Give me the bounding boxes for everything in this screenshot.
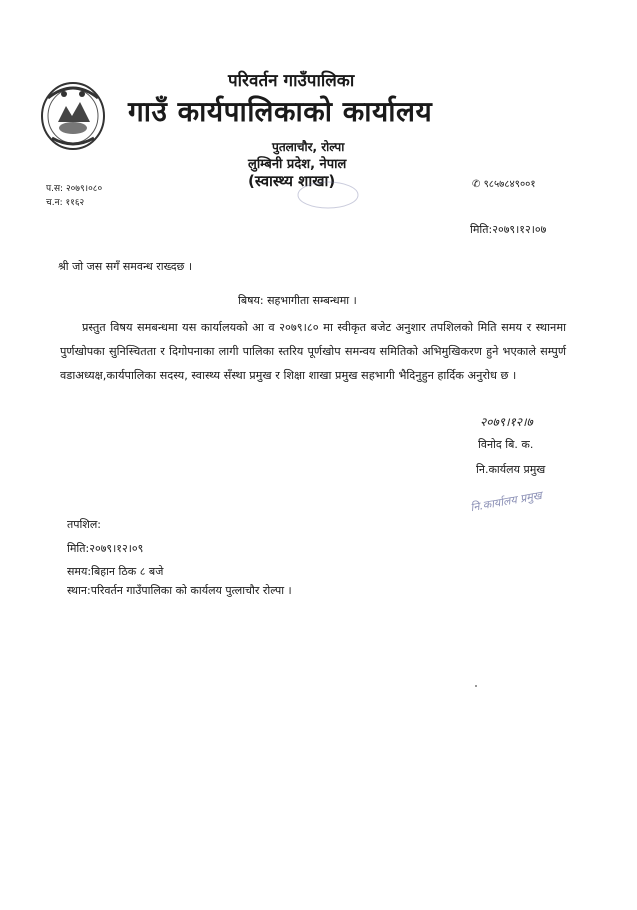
subject-line: बिषय: सहभागीता सम्बन्धमा । <box>238 294 357 307</box>
office-stamp-icon <box>296 180 360 210</box>
nepal-emblem-icon <box>38 76 108 152</box>
address-line-2: लुम्बिनी प्रदेश, नेपाल <box>248 157 347 172</box>
municipality-name: परिवर्तन गाउँपालिका <box>228 71 355 91</box>
details-time: समय:बिहान ठिक ८ बजे <box>67 565 164 578</box>
details-heading: तपशिल: <box>67 518 102 531</box>
phone-number: ✆ ९८५७८४९००१ <box>472 179 536 190</box>
salutation: श्री जो जस सगँ समवन्ध राख्दछ । <box>58 260 192 273</box>
signer-title: नि.कार्यलय प्रमुख <box>476 463 546 476</box>
phone-icon: ✆ <box>472 179 484 190</box>
letter-body: प्रस्तुत विषय समबन्धमा यस कार्यालयको आ व २०७९।८० मा स्वीकृत बजेट अनुशार तपशिलको मिति समय र स्थानमा पुर्णखोपका सुनिस्चितता र दिगोपनाका लागी पालिका स्तरिय पूर्णखोप समन्वय समितिको अभिमुखिकरण हुने भएकाले सम्पुर्ण वडाअध्यक्ष,कार्यपालिका सदस्य, स्वास्थ्य सँस्था प्रमुख र शिक्षा शाखा प्रमुख सहभागी भैदिनुहुन हार्दिक अनुरोध छ । <box>60 321 566 382</box>
office-title: गाउँ कार्यपालिकाको कार्यालय <box>128 95 433 128</box>
patra-number: प.स: २०७९।०८० <box>46 184 103 194</box>
signature: २०७९।१२।७ <box>480 415 533 429</box>
branch-label: (स्वास्थ्य शाखा) <box>248 172 336 190</box>
address-line-1: पुतलाचौर, रोल्पा <box>272 140 345 154</box>
chalani-number: च.न: ११६२ <box>46 198 85 208</box>
details-place: स्थान:परिवर्तन गाउँपालिका को कार्यलय पुत्लाचौर रोल्पा । <box>67 584 292 597</box>
page-speck <box>475 685 477 687</box>
signature-stamp: नि.कार्यालय प्रमुख <box>469 488 543 515</box>
signer-name: विनोद बि. क. <box>478 438 534 451</box>
letter-date: मिति:२०७९।१२।०७ <box>470 223 547 236</box>
details-date: मिति:२०७९।१२।०९ <box>67 542 144 555</box>
